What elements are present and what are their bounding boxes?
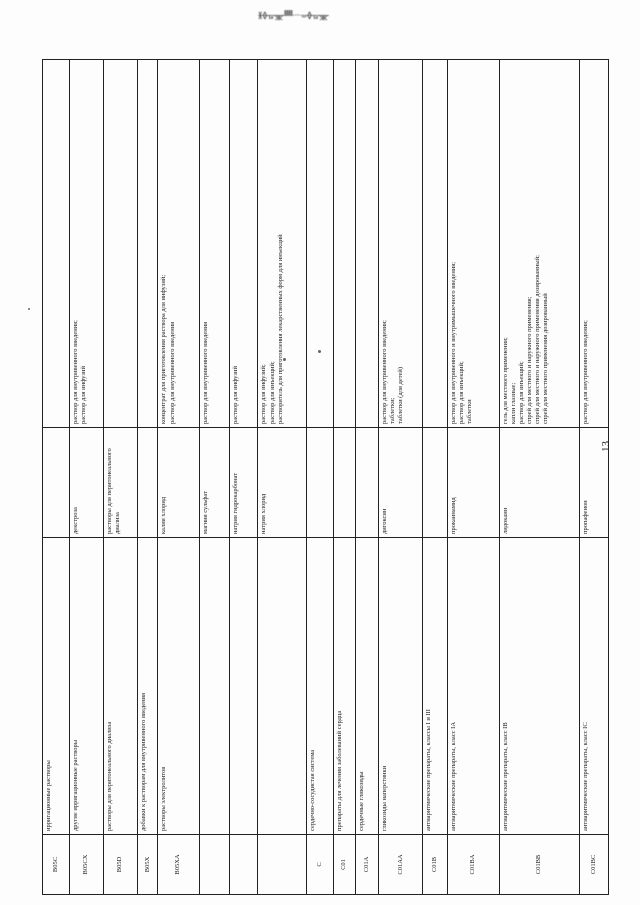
pharmacological-group-cell — [229, 538, 258, 835]
pharmacological-group-cell: антиаритмические препараты, класс IC — [580, 538, 609, 835]
dosage-form-line: спрей для местного и наружного применения; — [526, 296, 533, 424]
table-row — [333, 60, 356, 895]
dosage-form-line: таблетки — [466, 399, 474, 424]
table-row — [379, 60, 423, 895]
dosage-form-line: раствор для внутривенного введения; — [71, 320, 79, 424]
pharmacological-group-cell — [199, 538, 229, 835]
dosage-forms-cell — [333, 60, 356, 428]
dosage-form-line: таблетки; — [389, 397, 397, 424]
dosage-form-line: спрей для местного и наружного применения дозированный; — [534, 255, 542, 424]
drug-list-table-rotated — [42, 60, 612, 895]
pharmacological-group-cell: ирригационные растворы — [43, 538, 70, 835]
dosage-form-line: раствор для внутривенного и внутримышечного введения; — [450, 261, 458, 424]
dosage-form-line: раствор для внутривенного введения; — [381, 320, 389, 424]
dosage-form-line: раствор для инъекций; — [517, 361, 525, 424]
atc-code-cell: C01 — [333, 835, 356, 895]
drug-name-cell: натрия гидрокарбонат — [229, 428, 258, 538]
pharmacological-group-cell: антиаритмические препараты, класс IB — [499, 538, 579, 835]
table-row — [423, 60, 448, 895]
dosage-form-line: раствор для инфузий — [79, 366, 87, 424]
pharmacological-group-cell: сердечные гликозиды — [356, 538, 379, 835]
drug-name-cell — [423, 428, 448, 538]
atc-code-cell: C01BC — [580, 835, 609, 895]
drug-name-cell: лидокаин — [499, 428, 579, 538]
dosage-forms-cell — [43, 60, 70, 428]
pharmacological-group-cell: другие ирригационные растворы — [69, 538, 103, 835]
dosage-form-line: концентрат для приготовления раствора для инфузий; — [160, 274, 168, 424]
atc-code-cell — [258, 835, 306, 895]
page-number: 13 — [600, 441, 612, 452]
table-row — [199, 60, 229, 895]
atc-code-cell: C01BA — [448, 835, 500, 895]
pharmacological-group-cell: растворы для перитонеального диализа — [103, 538, 137, 835]
drug-name-cell — [137, 428, 158, 538]
scan-speck — [28, 308, 30, 310]
drug-name-cell: декстроза — [69, 428, 103, 538]
table-row — [448, 60, 500, 895]
atc-code-cell: B05C — [43, 835, 70, 895]
atc-code-cell: B05XA — [158, 835, 199, 895]
drug-name-cell — [333, 428, 356, 538]
dosage-form-line: спрей для местного применения дозированный — [542, 293, 550, 424]
pharmacological-group-cell: сердечно-сосудистая система — [306, 538, 333, 835]
header-stamp: ᚕᚖᚗᚘᚙ ··· ᚚᚖᚗᚘ — [258, 10, 328, 20]
drug-name-cell: калия хлорид — [158, 428, 199, 538]
pharmacological-group-cell — [258, 538, 306, 835]
atc-code-cell: C01A — [356, 835, 379, 895]
drug-name-cell: натрия хлорид — [258, 428, 306, 538]
dosage-form-line: раствор для инфузий — [231, 366, 239, 424]
dosage-form-line: раствор для инфузий; — [260, 364, 268, 424]
drug-name-cell — [356, 428, 379, 538]
atc-code-cell: C01AA — [379, 835, 423, 895]
drug-name-cell: растворы для перитонеального диализа — [103, 428, 137, 538]
dosage-forms-cell — [448, 60, 500, 428]
drug-name-cell — [306, 428, 333, 538]
dosage-forms-cell — [158, 60, 199, 428]
drug-name-cell — [43, 428, 70, 538]
atc-code-cell: B05D — [103, 835, 137, 895]
dosage-forms-cell — [306, 60, 333, 428]
drug-list-table — [42, 59, 612, 895]
pharmacological-group-cell: добавки к растворам для внутривенного введения — [137, 538, 158, 835]
dosage-form-line: капли глазные; — [509, 382, 517, 424]
table-row — [258, 60, 306, 895]
atc-code-cell: C — [306, 835, 333, 895]
dosage-forms-cell — [356, 60, 379, 428]
table-row — [69, 60, 103, 895]
dosage-form-line: раствор для инъекций; — [458, 361, 466, 424]
table-row — [43, 60, 70, 895]
pharmacological-group-cell: антиаритмические препараты, классы I и III — [423, 538, 448, 835]
table-row — [229, 60, 258, 895]
drug-name-cell: прокаинамид — [448, 428, 500, 538]
drug-name-cell: пропафенон — [580, 428, 609, 538]
table-row — [158, 60, 199, 895]
pharmacological-group-cell: растворы электролитов — [158, 538, 199, 835]
table-row — [103, 60, 137, 895]
pharmacological-group-cell: гликозиды наперстянки — [379, 538, 423, 835]
drug-name-cell: дигоксин — [379, 428, 423, 538]
atc-code-cell — [229, 835, 258, 895]
drug-name-cell: магния сульфат — [199, 428, 229, 538]
table-row — [137, 60, 158, 895]
atc-code-cell: B05X — [137, 835, 158, 895]
dosage-form-line: раствор для внутривенного введения — [201, 321, 209, 424]
dosage-forms-cell — [258, 60, 306, 428]
dosage-forms-cell — [69, 60, 103, 428]
dosage-forms-cell — [379, 60, 423, 428]
dosage-form-line: таблетки (для детей) — [397, 366, 405, 424]
table-row — [580, 60, 609, 895]
dosage-form-line: гель для местного применения; — [501, 337, 509, 424]
dosage-form-line: раствор для инъекций; — [268, 361, 276, 424]
dosage-form-line: растворитель для приготовления лекарственных форм для инъекций — [276, 234, 284, 424]
dosage-form-line: раствор для внутривенного введения — [168, 321, 176, 424]
dosage-forms-cell — [199, 60, 229, 428]
pharmacological-group-cell: препараты для лечения заболеваний сердца — [333, 538, 356, 835]
atc-code-cell: C01B — [423, 835, 448, 895]
table-row — [306, 60, 333, 895]
dosage-forms-cell — [137, 60, 158, 428]
atc-code-cell — [199, 835, 229, 895]
dosage-form-line: раствор для внутривенного введения; — [582, 320, 590, 424]
table-row — [499, 60, 579, 895]
atc-code-cell: C01BB — [499, 835, 579, 895]
table-row — [356, 60, 379, 895]
pharmacological-group-cell: антиаритмические препараты, класс IA — [448, 538, 500, 835]
dosage-forms-cell — [423, 60, 448, 428]
dosage-forms-cell — [229, 60, 258, 428]
atc-code-cell: B05CX — [69, 835, 103, 895]
dosage-forms-cell — [580, 60, 609, 428]
dosage-forms-cell — [499, 60, 579, 428]
dosage-forms-cell — [103, 60, 137, 428]
